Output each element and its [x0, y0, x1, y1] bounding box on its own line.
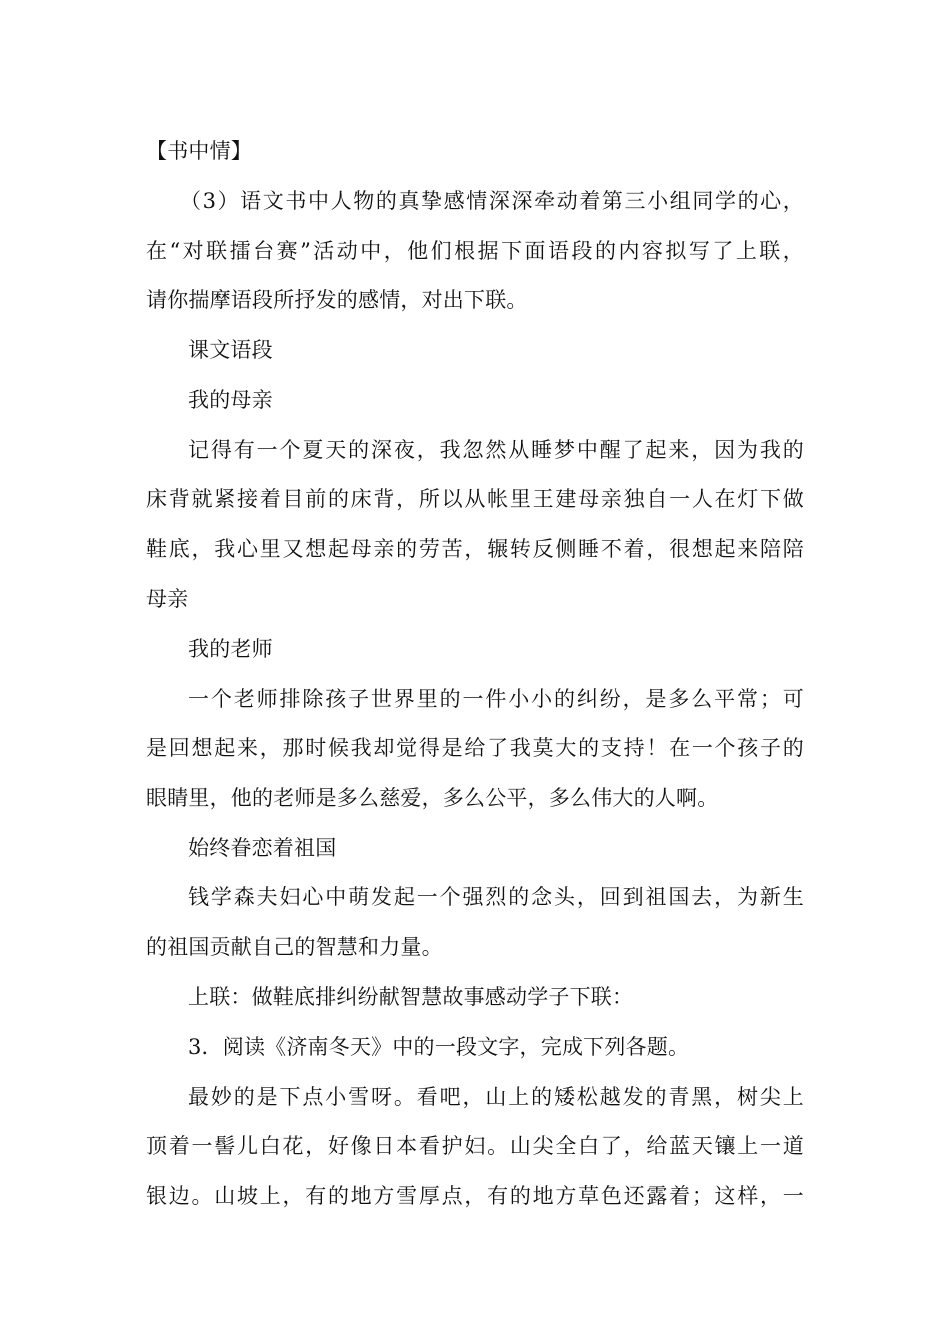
- question-line: 在“对联擂台赛”活动中，他们根据下面语段的内容拟写了上联，: [146, 239, 804, 263]
- passage-line: 顶着一髻儿白花，好像日本看护妇。山尖全白了，给蓝天镶上一道: [146, 1134, 804, 1158]
- passage-line: 钱学森夫妇心中萌发起一个强烈的念头，回到祖国去，为新生: [188, 885, 804, 909]
- passage-line: 是回想起来，那时候我却觉得是给了我莫大的支持！在一个孩子的: [146, 736, 804, 760]
- passage-title: 我的母亲: [188, 388, 273, 412]
- question-line: （3）语文书中人物的真挚感情深深牵动着第三小组同学的心，: [180, 189, 804, 213]
- passage-line: 眼睛里，他的老师是多么慈爱，多么公平，多么伟大的人啊。: [146, 786, 719, 810]
- section-heading: 【书中情】: [146, 139, 252, 163]
- passage-title: 始终眷恋着祖国: [188, 836, 337, 860]
- passage-line: 的祖国贡献自己的智慧和力量。: [146, 935, 443, 959]
- passage-line: 母亲: [146, 587, 189, 611]
- passage-line: 一个老师排除孩子世界里的一件小小的纠纷，是多么平常；可: [188, 687, 804, 711]
- question-heading: 3．阅读《济南冬天》中的一段文字，完成下列各题。: [188, 1035, 690, 1059]
- passage-line: 床背就紧接着目前的床背，所以从帐里王建母亲独自一人在灯下做: [146, 487, 804, 511]
- question-line: 请你揣摩语段所抒发的感情，对出下联。: [146, 288, 528, 312]
- subheading: 课文语段: [188, 338, 273, 362]
- passage-line: 鞋底，我心里又想起母亲的劳苦，辗转反侧睡不着，很想起来陪陪: [146, 537, 804, 561]
- passage-line: 记得有一个夏天的深夜，我忽然从睡梦中醒了起来，因为我的: [188, 438, 804, 462]
- passage-line: 最妙的是下点小雪呀。看吧，山上的矮松越发的青黑，树尖上: [188, 1085, 804, 1109]
- couplet-line: 上联：做鞋底排纠纷献智慧故事感动学子下联：: [188, 985, 634, 1009]
- passage-title: 我的老师: [188, 637, 273, 661]
- passage-line: 银边。山坡上，有的地方雪厚点，有的地方草色还露着；这样，一: [146, 1184, 804, 1208]
